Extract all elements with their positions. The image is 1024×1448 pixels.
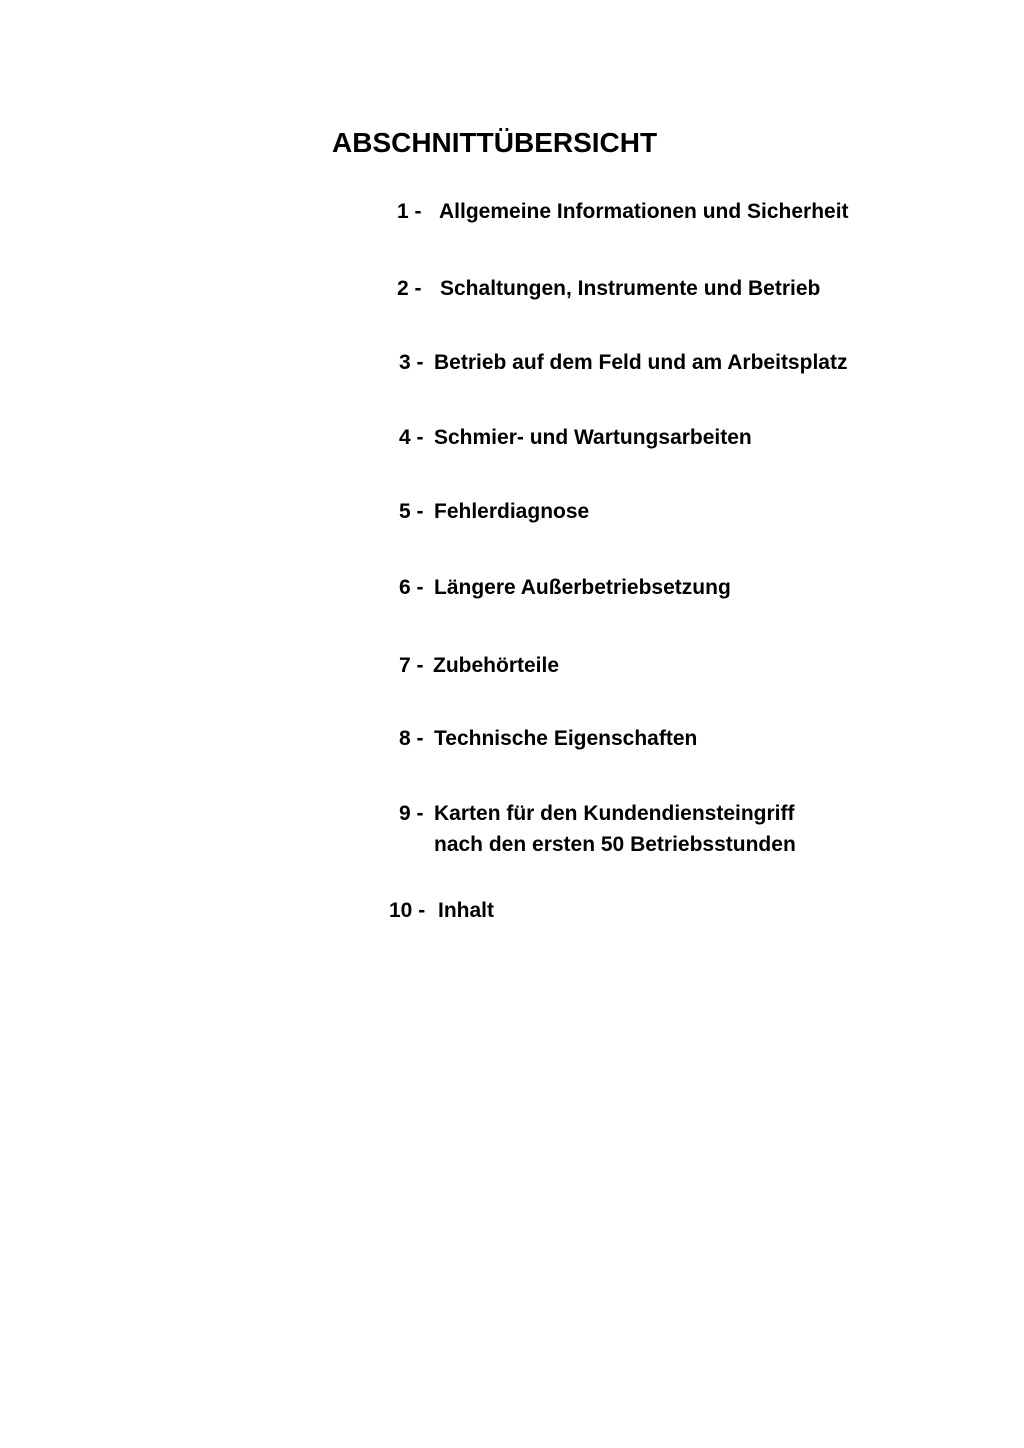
toc-item-text-line2: nach den ersten 50 Betriebsstunden <box>434 833 796 856</box>
toc-item <box>399 572 731 603</box>
toc-item-text: Allgemeine Informationen und Sicherheit <box>439 200 849 223</box>
toc-item <box>397 273 821 304</box>
toc-item-text: Karten für den Kundendiensteingriff <box>434 802 795 825</box>
toc-item-text: Fehlerdiagnose <box>434 500 590 523</box>
toc-item-number: 5 - <box>399 500 424 523</box>
page-title: ABSCHNITTÜBERSICHT <box>332 127 658 158</box>
toc-item-text: Technische Eigenschaften <box>434 727 698 750</box>
toc-item <box>399 798 796 856</box>
toc-item-text: Längere Außerbetriebsetzung <box>434 576 731 599</box>
toc-item <box>399 723 698 754</box>
toc-item-number: 10 - <box>389 899 426 922</box>
toc-item-number: 2 - <box>397 277 422 300</box>
toc-item <box>397 196 849 227</box>
toc-item <box>399 422 752 453</box>
toc-item-number: 9 - <box>399 802 424 825</box>
toc-item-text: Zubehörteile <box>433 654 560 677</box>
toc-item-number: 1 - <box>397 200 422 223</box>
toc-item <box>399 496 590 527</box>
toc-item-number: 7 - <box>399 654 424 677</box>
toc-item-text: Inhalt <box>438 899 494 922</box>
toc-item-text-block <box>434 798 796 860</box>
toc-item-text: Betrieb auf dem Feld und am Arbeitsplatz <box>434 351 848 374</box>
toc-item-number: 3 - <box>399 351 424 374</box>
toc-item-number: 6 - <box>399 576 424 599</box>
toc-item <box>399 347 848 378</box>
toc-item-number: 8 - <box>399 727 424 750</box>
toc-item <box>389 895 494 926</box>
toc-item-text: Schmier- und Wartungsarbeiten <box>434 426 752 449</box>
toc-item <box>399 650 560 681</box>
toc-item-number: 4 - <box>399 426 424 449</box>
toc-item-text: Schaltungen, Instrumente und Betrieb <box>440 277 821 300</box>
